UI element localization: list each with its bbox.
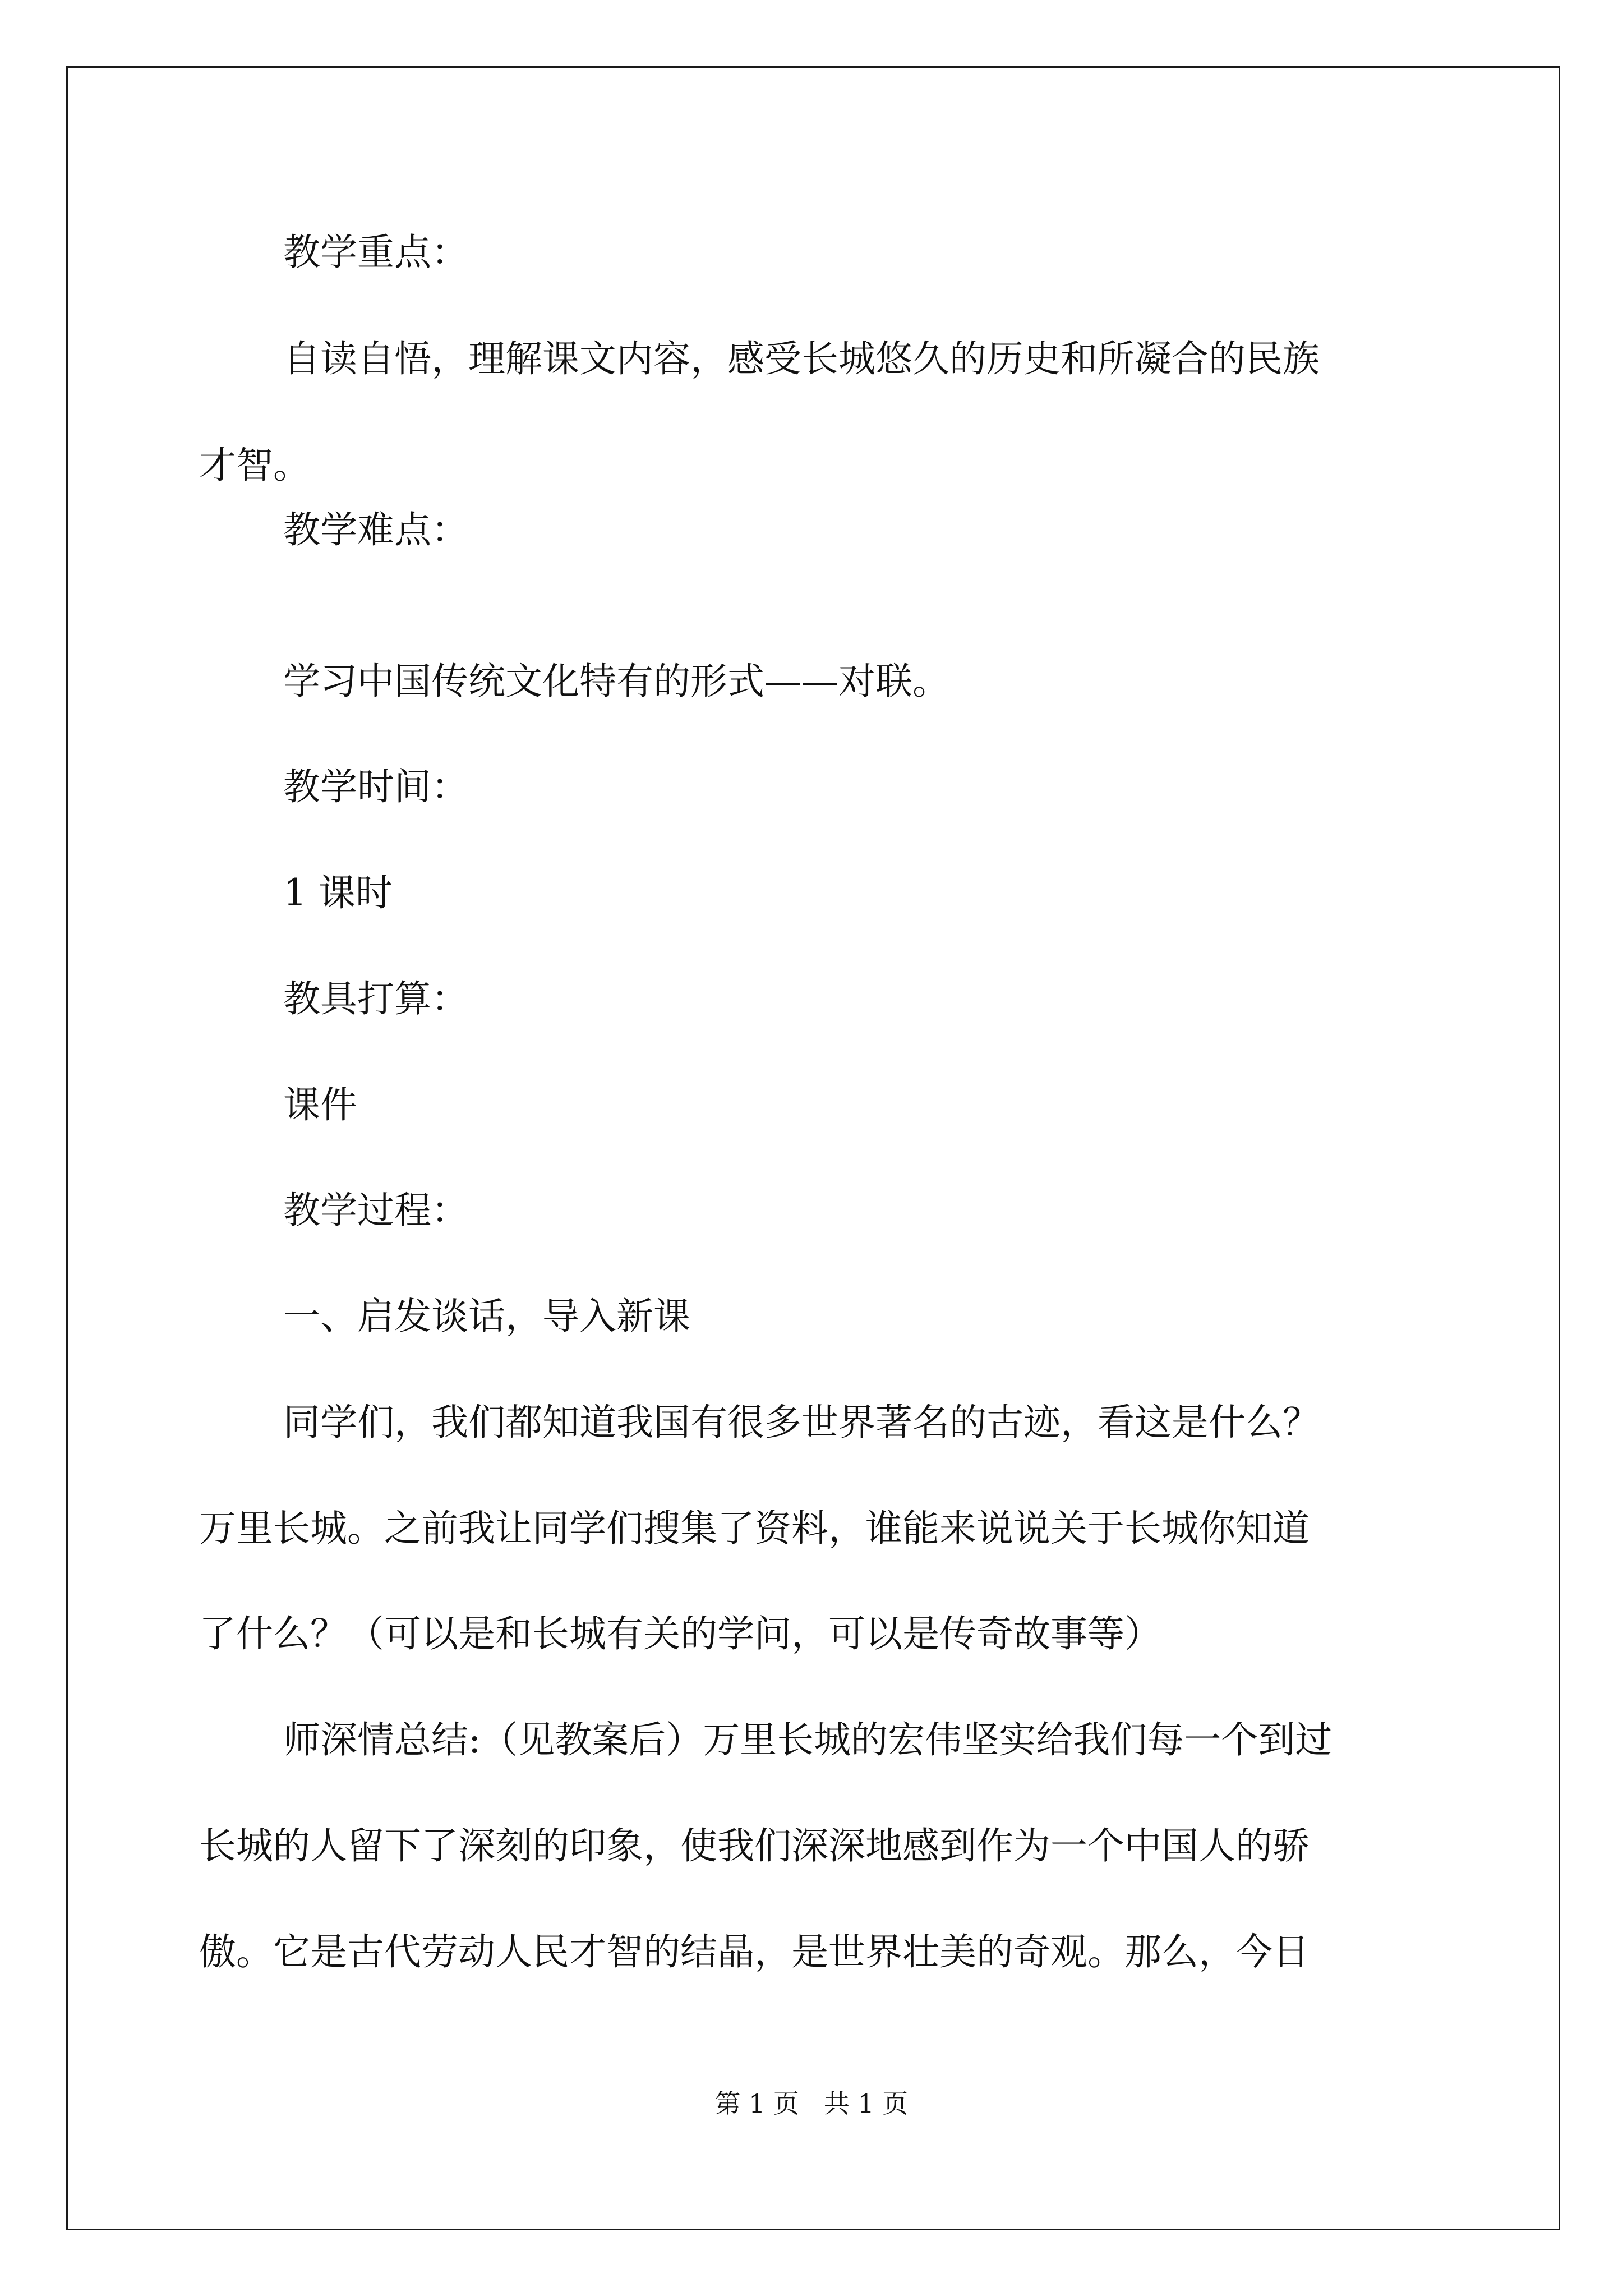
heading-teaching-process: 教学过程： [283, 1189, 468, 1232]
paragraph-line: 长城的人留下了深刻的印象，使我们深深地感到作为一个中国人的骄 [199, 1824, 1310, 1867]
paragraph-line: 1 课时 [283, 871, 393, 914]
paragraph-line: 师深情总结:（见教案后）万里长城的宏伟坚实给我们每一个到过 [283, 1718, 1332, 1761]
paragraph-line: 傲。它是古代劳动人民才智的结晶，是世界壮美的奇观。那么，今日 [199, 1930, 1310, 1973]
paragraph-line: 才智。 [199, 444, 310, 487]
heading-teaching-aids: 教具打算： [283, 977, 468, 1020]
heading-teaching-time: 教学时间： [283, 765, 468, 808]
heading-teaching-difficulty: 教学难点： [283, 508, 468, 551]
page-number-footer: 第 1 页 共 1 页 [714, 2088, 909, 2119]
paragraph-line: 同学们，我们都知道我国有很多世界著名的古迹，看这是什么？ [283, 1401, 1320, 1444]
heading-teaching-focus: 教学重点： [283, 231, 468, 274]
paragraph-line: 万里长城。之前我让同学们搜集了资料，谁能来说说关于长城你知道 [199, 1507, 1310, 1550]
section-heading: 一、启发谈话，导入新课 [283, 1295, 690, 1338]
page-border [66, 66, 1560, 2230]
paragraph-line: 学习中国传统文化特有的形式——对联。 [283, 660, 949, 703]
paragraph-line: 课件 [283, 1083, 357, 1126]
paragraph-line: 自读自悟，理解课文内容，感受长城悠久的历史和所凝合的民族 [283, 337, 1320, 380]
paragraph-line: 了什么？（可以是和长城有关的学问，可以是传奇故事等） [199, 1612, 1161, 1655]
